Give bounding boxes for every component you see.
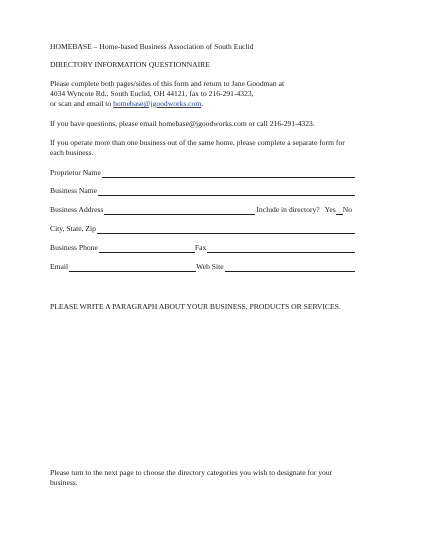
instructions-line-3-suffix: . (201, 99, 204, 108)
website-label: Web Site (196, 262, 224, 271)
business-name-label: Business Name (50, 186, 98, 195)
city-field[interactable] (97, 225, 355, 234)
email-label: Email (50, 262, 69, 271)
business-name-row (50, 186, 355, 196)
multiple-business-note (50, 138, 378, 158)
yes-option[interactable]: Yes (324, 205, 336, 214)
yes-blank[interactable] (336, 206, 343, 215)
email-link[interactable]: homebase@jgoodworks.com (113, 99, 202, 108)
no-option[interactable]: No (342, 205, 352, 214)
city-label: City, State, Zip (50, 224, 96, 233)
email-website-row (50, 262, 355, 272)
multiple-note-line-1: If you operate more than one business out of the same home, please complete a separate form for (50, 138, 345, 147)
instructions (50, 79, 378, 109)
instructions-line-3-prefix: or scan and email to (50, 99, 114, 108)
footer-line-1: Please turn to the next page to choose the directory categories you wish to designate for your (50, 468, 333, 477)
business-address-field[interactable] (104, 206, 255, 215)
business-name-field[interactable] (98, 187, 355, 196)
include-directory-label: Include in directory? (256, 205, 320, 214)
proprietor-label: Proprietor Name (50, 168, 101, 177)
instructions-line-2: 4034 Wyncote Rd., South Euclid, OH 44121, fax to 216-291-4323, (50, 89, 254, 98)
city-row (50, 224, 355, 234)
footer-line-2: business. (50, 478, 78, 487)
business-address-label: Business Address (50, 205, 104, 214)
business-address-row (50, 205, 355, 215)
instructions-line-3 (50, 99, 378, 109)
form-title: DIRECTORY INFORMATION QUESTIONNAIRE (50, 60, 210, 69)
multiple-note-line-2: each business. (50, 148, 94, 157)
org-header: HOMEBASE – Home-based Business Association of South Euclid (50, 42, 254, 51)
paragraph-area[interactable] (50, 318, 378, 463)
website-field[interactable] (225, 263, 355, 272)
footer-note (50, 468, 378, 488)
phone-field[interactable] (99, 244, 195, 253)
proprietor-row (50, 168, 355, 178)
phone-label: Business Phone (50, 243, 98, 252)
instructions-line-1: Please complete both pages/sides of this form and return to Jane Goodman at (50, 79, 285, 88)
email-field[interactable] (69, 263, 196, 272)
paragraph-prompt: PLEASE WRITE A PARAGRAPH ABOUT YOUR BUSINESS, PRODUCTS OR SERVICES. (50, 302, 341, 311)
phone-fax-row (50, 243, 355, 253)
fax-label: Fax (194, 243, 207, 252)
questions-note: If you have questions, please email homebase@jgoodworks.com or call 216-291-4323. (50, 119, 315, 128)
fax-field[interactable] (207, 244, 355, 253)
proprietor-field[interactable] (102, 169, 355, 178)
